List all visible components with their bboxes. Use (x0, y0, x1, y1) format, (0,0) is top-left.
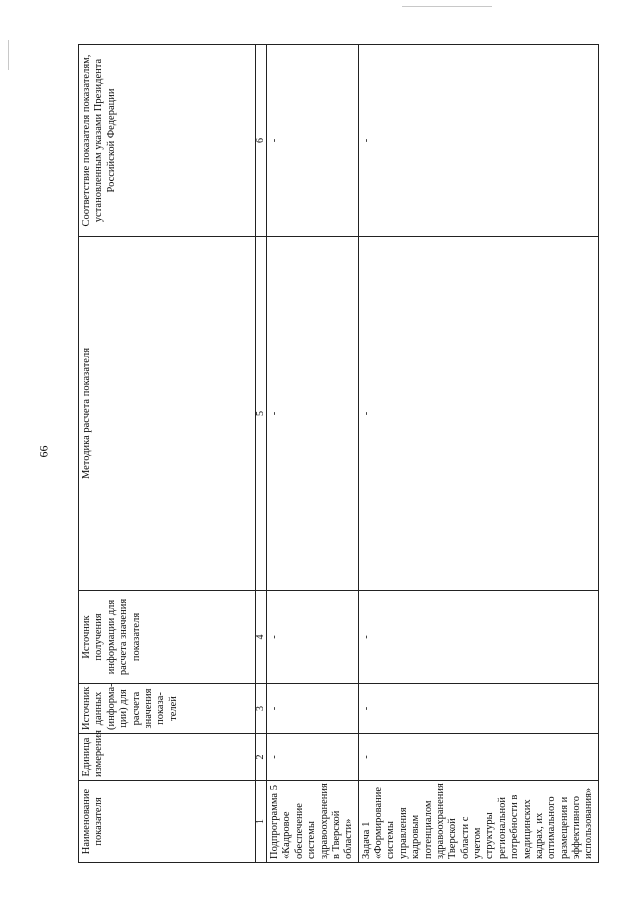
column-number: 5 (256, 237, 267, 591)
scan-mark-left (8, 40, 9, 70)
table-header-row (79, 45, 256, 863)
table-row (267, 45, 359, 863)
column-number: 3 (256, 684, 267, 734)
header-indicator-name: Наименование показателя (79, 781, 256, 863)
header-info-source: Источник получения информации для расчета значения показателя (79, 591, 256, 684)
column-number-row (256, 45, 267, 863)
row-unit: - (358, 734, 598, 781)
row-indicator-name: Подпрограмма 5 «Кадровое обеспечение системы здравоохранения в Тверской области» (267, 781, 359, 863)
row-data-source: - (358, 684, 598, 734)
row-info-source: - (358, 591, 598, 684)
scan-mark-top (402, 6, 492, 7)
header-unit: Единица измерения (79, 734, 256, 781)
column-number: 6 (256, 45, 267, 237)
column-number: 2 (256, 734, 267, 781)
header-calculation-method: Методика расчета показателя (79, 237, 256, 591)
row-calculation-method: - (267, 237, 359, 591)
indicator-table (78, 44, 599, 863)
row-presidential-decree: - (267, 45, 359, 237)
indicator-table-wrapper (78, 45, 595, 863)
row-presidential-decree: - (358, 45, 598, 237)
column-number: 4 (256, 591, 267, 684)
column-number: 1 (256, 781, 267, 863)
header-presidential-decree: Соответствие показателя показателям, установленным указами Президента Российской Федерации (79, 45, 256, 237)
page-number: 66 (36, 445, 51, 458)
row-indicator-name: Задача 1 «Формирование системы управления кадровым потенциалом здравоохранения Тверской области с учетом структуры региональной потребности в медицинских кадрах, их оптимального размещения и эффективного использования» (358, 781, 598, 863)
table-row (358, 45, 598, 863)
row-unit: - (267, 734, 359, 781)
row-info-source: - (267, 591, 359, 684)
header-data-source: Источник данных (информа-ции) для расчета значения показа-телей (79, 684, 256, 734)
row-calculation-method: - (358, 237, 598, 591)
row-data-source: - (267, 684, 359, 734)
